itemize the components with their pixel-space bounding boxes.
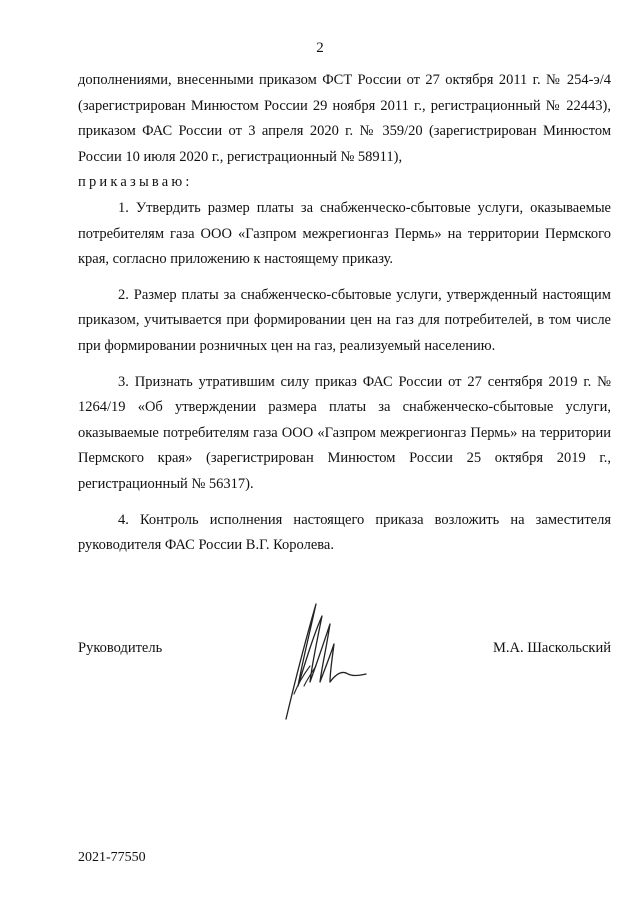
paragraph-preamble-continued: дополнениями, внесенными приказом ФСТ России от 27 октября 2011 г. № 254-э/4 (зарегистрирован Минюстом России 29 ноября 2011 г., регистрационный № 22443), приказом ФАС России от 3 апреля 2020 г. № 359/20 (зарегистрирован Минюстом России 10 июля 2020 г., регистрационный № 58911), (78, 72, 611, 165)
page-number: 2 (316, 40, 324, 56)
signature-block (78, 640, 611, 730)
order-word: приказываю: (78, 174, 193, 191)
paragraph-4: 4. Контроль исполнения настоящего приказа возложить на заместителя руководителя ФАС России В.Г. Королева. (78, 511, 611, 554)
signatory-name: М.А. Шаскольский (493, 640, 611, 656)
paragraph-3: 3. Признать утратившим силу приказ ФАС России от 27 сентября 2019 г. № 1264/19 «Об утверждении размера платы за снабженческо-сбытовые услуги, оказываемые потребителям газа ООО «Газпром межрегионгаз Пермь» на территории Пермского края» (зарегистрирован Минюстом России 25 октября 2019 г., регистрационный № 56317). (78, 373, 611, 492)
signatory-title: Руководитель (78, 640, 163, 656)
handwritten-signature (268, 594, 378, 724)
paragraph-1: 1. Утвердить размер платы за снабженческо-сбытовые услуги, оказываемые потребителям газа ООО «Газпром межрегионгаз Пермь» на территории Пермского края, согласно приложению к настоящему приказу. (78, 199, 611, 268)
document-body (78, 68, 611, 559)
document-number: 2021-77550 (78, 850, 146, 865)
paragraph-2: 2. Размер платы за снабженческо-сбытовые услуги, утвержденный настоящим приказом, учитывается при формировании цен на газ для потребителей, в том числе при формировании розничных цен на газ, реализуемый населению. (78, 286, 611, 354)
